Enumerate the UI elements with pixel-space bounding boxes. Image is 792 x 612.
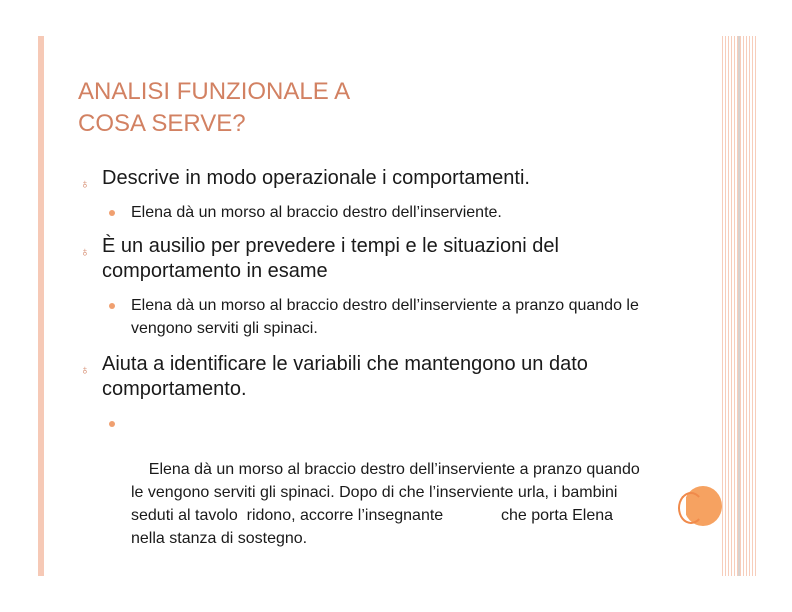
orange-ring-decoration [678, 492, 704, 524]
sub-bullet-item-2 [131, 294, 651, 340]
sub-bullet-text: Elena dà un morso al braccio destro dell’inserviente a pranzo quando le vengono serviti gli spinaci. Dopo di che l’inserviente urla, i bambini seduti al tavolo ridono, accorre l’insegnante che porta Elena nella stanza di sostegno. [131, 461, 645, 547]
bullet-item-1 [80, 166, 680, 191]
dot-icon [109, 303, 115, 309]
bullet-icon: ♁ [80, 362, 90, 377]
sub-bullet-text: Elena dà un morso al braccio destro dell’inserviente a pranzo quando le vengono serviti gli spinaci. [131, 297, 639, 337]
dot-icon [109, 210, 115, 216]
sub-bullet-text: Elena dà un morso al braccio destro dell’inserviente. [131, 204, 502, 221]
dot-icon [109, 421, 115, 427]
bullet-text: Aiuta a identificare le variabili che mantengono un dato comportamento. [102, 353, 588, 400]
slide-title: ANALISI FUNZIONALE A COSA SERVE? [78, 78, 351, 137]
bullet-item-2 [80, 234, 680, 284]
bullet-icon: ♁ [80, 244, 90, 259]
bullet-icon: ♁ [80, 176, 90, 191]
right-divider-line [738, 36, 740, 576]
sub-bullet-item-1 [131, 201, 680, 224]
bullet-item-3 [80, 352, 642, 402]
bullet-text: È un ausilio per prevedere i tempi e le situazioni del comportamento in esame [102, 235, 559, 282]
bullet-list [80, 166, 680, 573]
bullet-text: Descrive in modo operazionale i comportamenti. [102, 167, 530, 189]
sub-bullet-item-3 [131, 412, 651, 573]
left-decorative-bar [38, 36, 44, 576]
